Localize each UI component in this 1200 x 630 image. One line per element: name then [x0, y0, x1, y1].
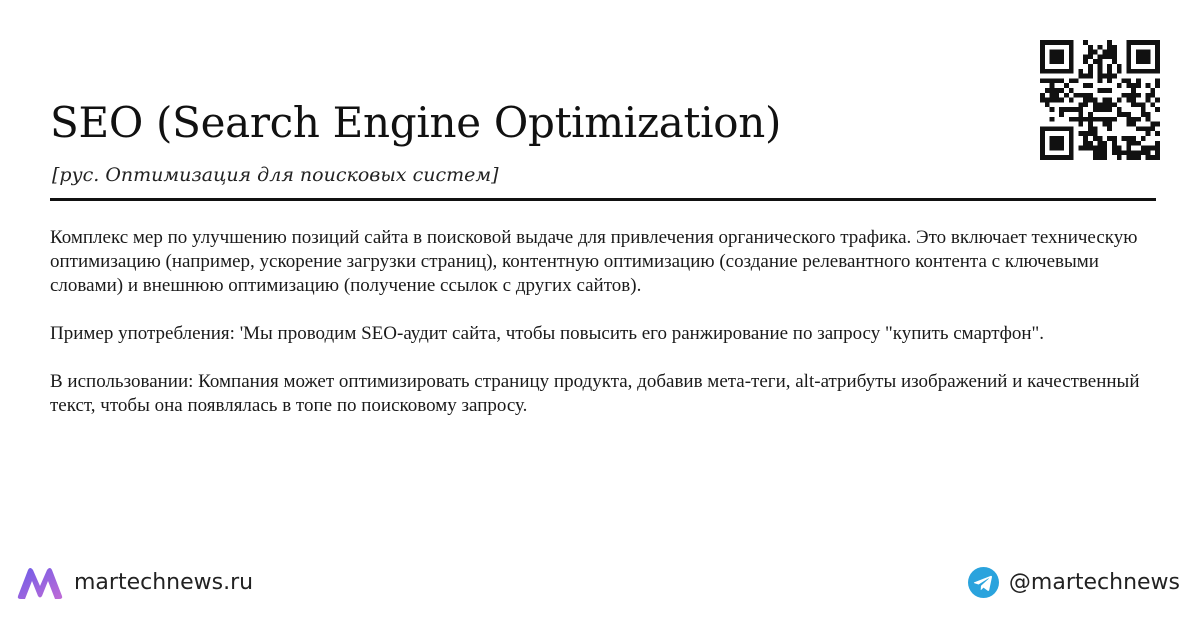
term-translation: [рус. Оптимизация для поисковых систем]: [52, 164, 499, 186]
telegram-icon: [968, 567, 999, 598]
example-text: Пример употребления: 'Мы проводим SEO-аудит сайта, чтобы повысить его ранжирование по запросу "купить смартфон".: [50, 323, 1045, 344]
telegram-link[interactable]: [968, 563, 1180, 601]
divider: [50, 198, 1156, 201]
definition-body: [50, 226, 1156, 442]
site-url[interactable]: martechnews.ru: [74, 569, 254, 595]
martechnews-logo-icon: [14, 564, 66, 600]
site-link[interactable]: [14, 563, 253, 601]
definition-text: Комплекс мер по улучшению позиций сайта в поисковой выдаче для привлечения органического трафика. Это включает техническую оптимизацию (например, ускорение загрузки страниц), контентную оптимизацию (создание релевантного контента с ключевыми словами) и внешнюю оптимизацию (получение ссылок с других сайтов).: [50, 227, 1138, 296]
telegram-handle[interactable]: @martechnews: [1008, 569, 1180, 595]
qr-code-icon: [1040, 40, 1160, 160]
term-title: SEO (Search Engine Optimization): [50, 98, 782, 147]
usage-text: В использовании: Компания может оптимизировать страницу продукта, добавив мета-теги, alt-атрибуты изображений и качественный текст, чтобы она появлялась в топе по поисковому запросу.: [50, 371, 1140, 416]
